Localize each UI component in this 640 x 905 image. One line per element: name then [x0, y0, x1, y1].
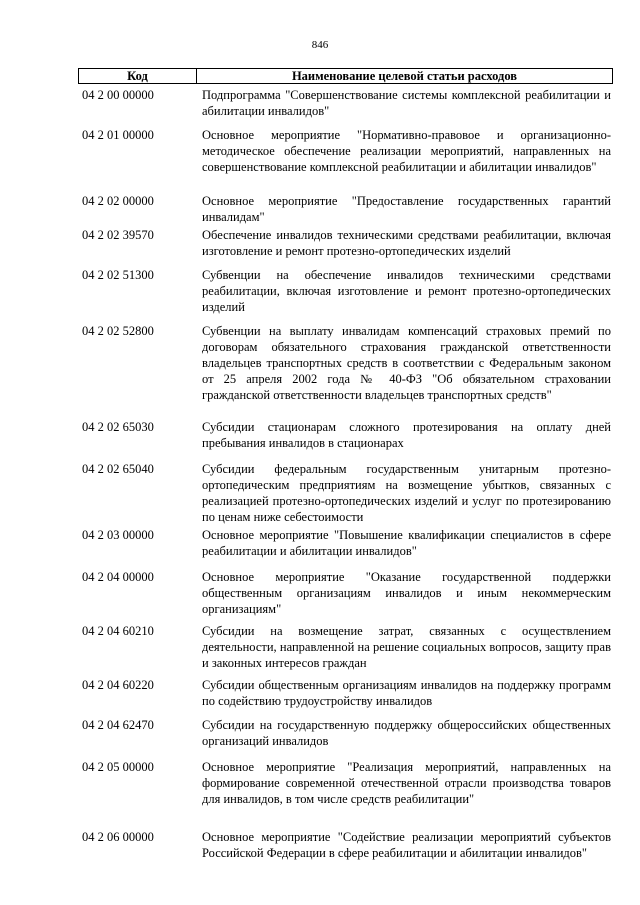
row-name: Субсидии общественным организациям инвалидов на поддержку программ по содействию трудоустройству инвалидов [202, 678, 611, 708]
row-code: 04 2 04 00000 [82, 570, 154, 584]
table-row [78, 87, 613, 123]
row-name: Субсидии стационарам сложного протезирования на оплату дней пребывания инвалидов в стационарах [202, 420, 611, 450]
row-code: 04 2 00 00000 [82, 88, 154, 102]
row-name: Подпрограмма "Совершенствование системы комплексной реабилитации и абилитации инвалидов" [202, 88, 611, 118]
table-row [78, 569, 613, 621]
row-code: 04 2 06 00000 [82, 830, 154, 844]
row-name: Субвенции на обеспечение инвалидов техническими средствами реабилитации, включая изготовление и ремонт протезно-ортопедических изделий [202, 268, 611, 314]
table-row [78, 227, 613, 265]
table-row [78, 717, 613, 755]
table-row [78, 829, 613, 879]
table-row [78, 759, 613, 825]
page-number: 846 [311, 39, 329, 51]
row-code: 04 2 04 62470 [82, 718, 154, 732]
row-name: Основное мероприятие "Нормативно-правовое и организационно-методическое обеспечение реализации мероприятий, направленных на совершенствование комплексной реабилитации и абилитации инвалидов" [202, 128, 611, 174]
row-code: 04 2 02 51300 [82, 268, 154, 282]
table-row [78, 461, 613, 525]
table-row [78, 677, 613, 715]
row-code: 04 2 02 65040 [82, 462, 154, 476]
table-row [78, 419, 613, 457]
target-expense-table [78, 68, 613, 879]
row-name: Основное мероприятие "Оказание государственной поддержки общественным организациям инвалидов и иным некоммерческим организациям" [202, 570, 611, 616]
table-header [78, 68, 613, 84]
row-code: 04 2 03 00000 [82, 528, 154, 542]
table-row [78, 623, 613, 675]
row-name: Основное мероприятие "Реализация мероприятий, направленных на формирование современной отечественной отрасли производства товаров для инвалидов, в том числе средств реабилитации" [202, 760, 611, 806]
header-code: Код [79, 69, 197, 83]
header-name: Наименование целевой статьи расходов [291, 69, 518, 83]
table-row [78, 527, 613, 565]
row-name: Обеспечение инвалидов техническими средствами реабилитации, включая изготовление и ремонт протезно-ортопедических изделий [202, 228, 611, 258]
table-row [78, 267, 613, 319]
row-code: 04 2 04 60220 [82, 678, 154, 692]
row-name: Субсидии федеральным государственным унитарным протезно-ортопедическим предприятиям на возмещение убытков, связанных с реализацией протезно-ортопедических изделий и услуг по протезированию по ценам ниже себестоимости [202, 462, 611, 524]
table-row [78, 127, 613, 193]
row-code: 04 2 05 00000 [82, 760, 154, 774]
table-row [78, 193, 613, 227]
row-name: Субвенции на выплату инвалидам компенсаций страховых премий по договорам обязательного страхования гражданской ответственности владельцев транспортных средств в соответствии с Федеральным законом от 25 апреля 2002 года № 40-ФЗ "Об обязательном страховании гражданской ответственности владельцев транспортных средств" [202, 324, 611, 402]
row-code: 04 2 02 65030 [82, 420, 154, 434]
row-name: Основное мероприятие "Повышение квалификации специалистов в сфере реабилитации и абилитации инвалидов" [202, 528, 611, 558]
row-code: 04 2 02 00000 [82, 194, 154, 208]
row-name: Субсидии на возмещение затрат, связанных с осуществлением деятельности, направленной на решение социальных вопросов, защиту прав и законных интересов граждан [202, 624, 611, 670]
row-name: Субсидии на государственную поддержку общероссийских общественных организаций инвалидов [202, 718, 611, 748]
row-code: 04 2 01 00000 [82, 128, 154, 142]
row-name: Основное мероприятие "Предоставление государственных гарантий инвалидам" [202, 194, 611, 224]
table-row [78, 323, 613, 419]
row-code: 04 2 02 39570 [82, 228, 154, 242]
row-code: 04 2 02 52800 [82, 324, 154, 338]
row-code: 04 2 04 60210 [82, 624, 154, 638]
row-name: Основное мероприятие "Содействие реализации мероприятий субъектов Российской Федерации в сфере реабилитации и абилитации инвалидов" [202, 830, 611, 860]
